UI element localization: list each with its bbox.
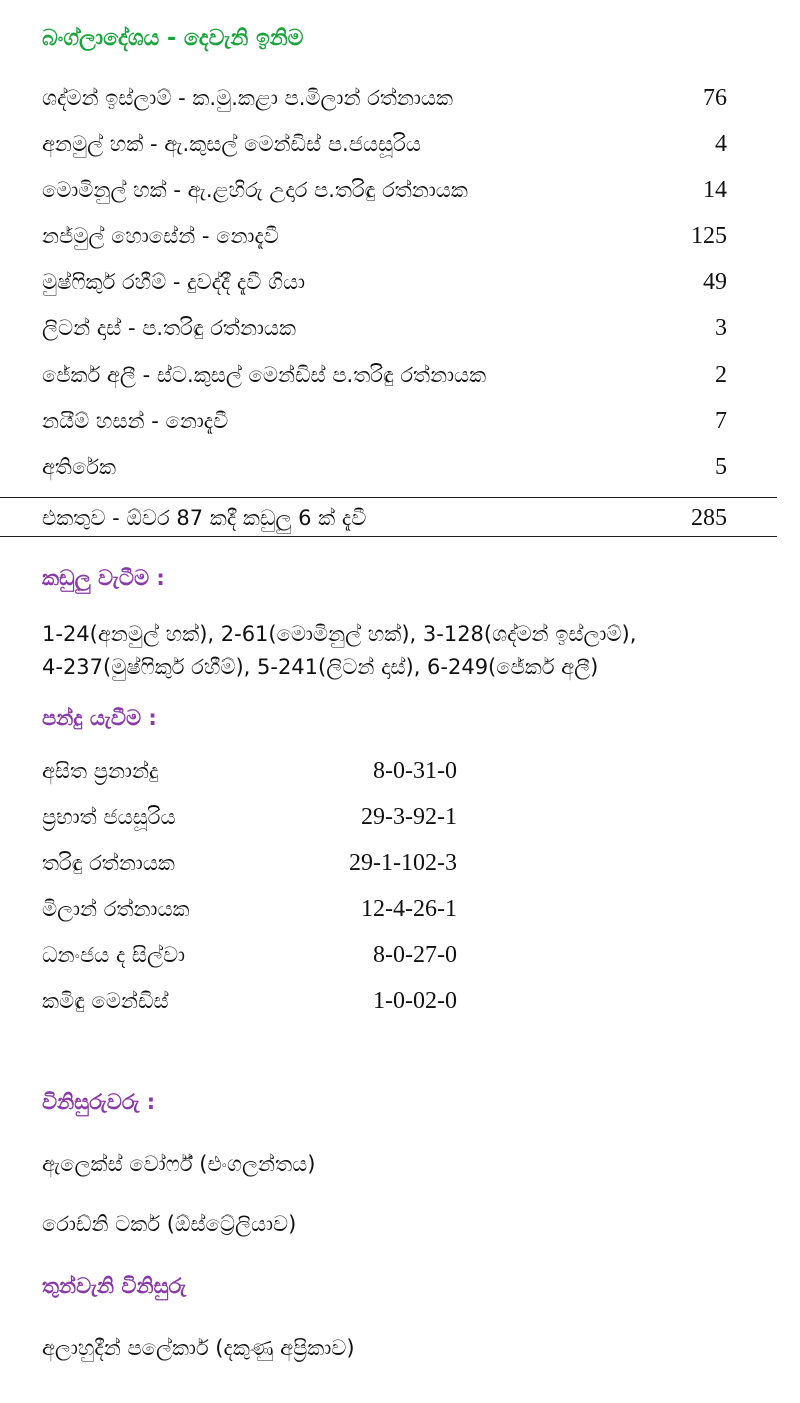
batter-runs: 125 — [691, 222, 727, 249]
third-umpire-heading: තුන්වැනි විනිසුරු — [42, 1274, 187, 1298]
batting-row — [42, 305, 727, 351]
total-bottom-divider — [0, 536, 777, 537]
umpire-name: රොඩ්නි ටකර් (ඕස්ට්‍රේලියාව) — [42, 1212, 297, 1236]
total-runs: 285 — [691, 504, 727, 531]
bowling-heading: පන්දු යැවීම : — [42, 706, 157, 730]
bowler-figures: 8-0-27-0 — [373, 941, 457, 968]
batter-runs: 49 — [703, 268, 727, 295]
bowling-row — [42, 932, 457, 978]
third-umpire-name: අලාහුදීන් පලේකාර් (දකුණු අප්‍රිකාව) — [42, 1336, 355, 1360]
total-top-divider — [0, 497, 777, 498]
batter-runs: 14 — [703, 176, 727, 203]
batter-runs: 4 — [715, 130, 727, 157]
bowling-row — [42, 978, 457, 1024]
bowler-figures: 29-1-102-3 — [349, 849, 457, 876]
batting-row — [42, 444, 727, 490]
bowler-figures: 1-0-02-0 — [373, 987, 457, 1014]
batter-dismissal: නයීම් හසන් - නොදැවී — [42, 408, 229, 433]
bowler-name: කමිඳු මෙන්ඩිස් — [42, 988, 169, 1013]
bowler-name: තරිඳු රත්නායක — [42, 850, 175, 875]
batter-runs: 3 — [715, 314, 727, 341]
batting-row — [42, 121, 727, 167]
bowler-figures: 12-4-26-1 — [361, 895, 457, 922]
batting-row — [42, 352, 727, 398]
batter-dismissal: ශද්මන් ඉස්ලාම් - ක.මු.කළා ප.මිලාන් රත්නායක — [42, 85, 454, 110]
bowler-name: ප්‍රභාත් ජයසූරිය — [42, 804, 176, 829]
batter-dismissal: අතිරේක — [42, 454, 117, 479]
innings-title: බංග්ලාදේශය - දෙවැනි ඉනිම — [42, 26, 304, 51]
batter-runs: 7 — [715, 407, 727, 434]
total-row — [42, 500, 727, 536]
bowler-name: අසිත ප්‍රනාන්දු — [42, 758, 159, 783]
batting-row — [42, 75, 727, 121]
total-label: එකතුව - ඕවර 87 කදී කඩුලු 6 ක් දැවී — [42, 505, 367, 530]
bowler-figures: 8-0-31-0 — [373, 757, 457, 784]
bowling-row — [42, 886, 457, 932]
batter-dismissal: ජේකර් අලී - ස්ට.කුසල් මෙන්ඩිස් ප.තරිඳු රත්නායක — [42, 362, 487, 387]
fall-of-wickets-heading: කඩුලු වැටීම : — [42, 566, 165, 590]
batter-dismissal: නජ්මුල් හොසේන් - නොදැවී — [42, 223, 279, 248]
batting-row — [42, 398, 727, 444]
batting-row — [42, 167, 727, 213]
bowler-name: ධනංජය ද සිල්වා — [42, 942, 186, 967]
bowling-row — [42, 748, 457, 794]
bowler-name: මිලාන් රත්නායක — [42, 896, 190, 921]
umpire-name: ඇලෙක්ස් වෝර්ෆ් (එංගලන්තය) — [42, 1152, 316, 1176]
fall-of-wickets — [42, 618, 782, 684]
batter-dismissal: අනමුල් හක් - ඇ.කුසල් මෙන්ඩිස් ප.ජයසූරිය — [42, 131, 421, 156]
bowling-row — [42, 840, 457, 886]
batting-row — [42, 259, 727, 305]
batter-dismissal: මොමිනුල් හක් - ඇ.ළහිරු උදාර ප.තරිඳු රත්නායක — [42, 177, 468, 202]
fall-of-wickets-line: 4-237(මුෂ්ෆිකුර් රහීම්), 5-241(ලිටන් දාස්), 6-249(ජේකර් අලී) — [42, 655, 599, 679]
batter-runs: 76 — [703, 84, 727, 111]
batter-dismissal: ලිටන් දාස් - ප.තරිඳු රත්නායක — [42, 315, 297, 340]
batter-runs: 5 — [715, 453, 727, 480]
batter-runs: 2 — [715, 361, 727, 388]
bowling-row — [42, 794, 457, 840]
batting-row — [42, 213, 727, 259]
bowler-figures: 29-3-92-1 — [361, 803, 457, 830]
batter-dismissal: මුෂ්ෆිකුර් රහීම් - දුවද්දී දැවී ගියා — [42, 269, 306, 294]
umpires-heading: විනිසුරුවරු : — [42, 1090, 156, 1114]
fall-of-wickets-line: 1-24(අනමුල් හක්), 2-61(මොමිනුල් හක්), 3-128(ශද්මන් ඉස්ලාම්), — [42, 622, 637, 646]
